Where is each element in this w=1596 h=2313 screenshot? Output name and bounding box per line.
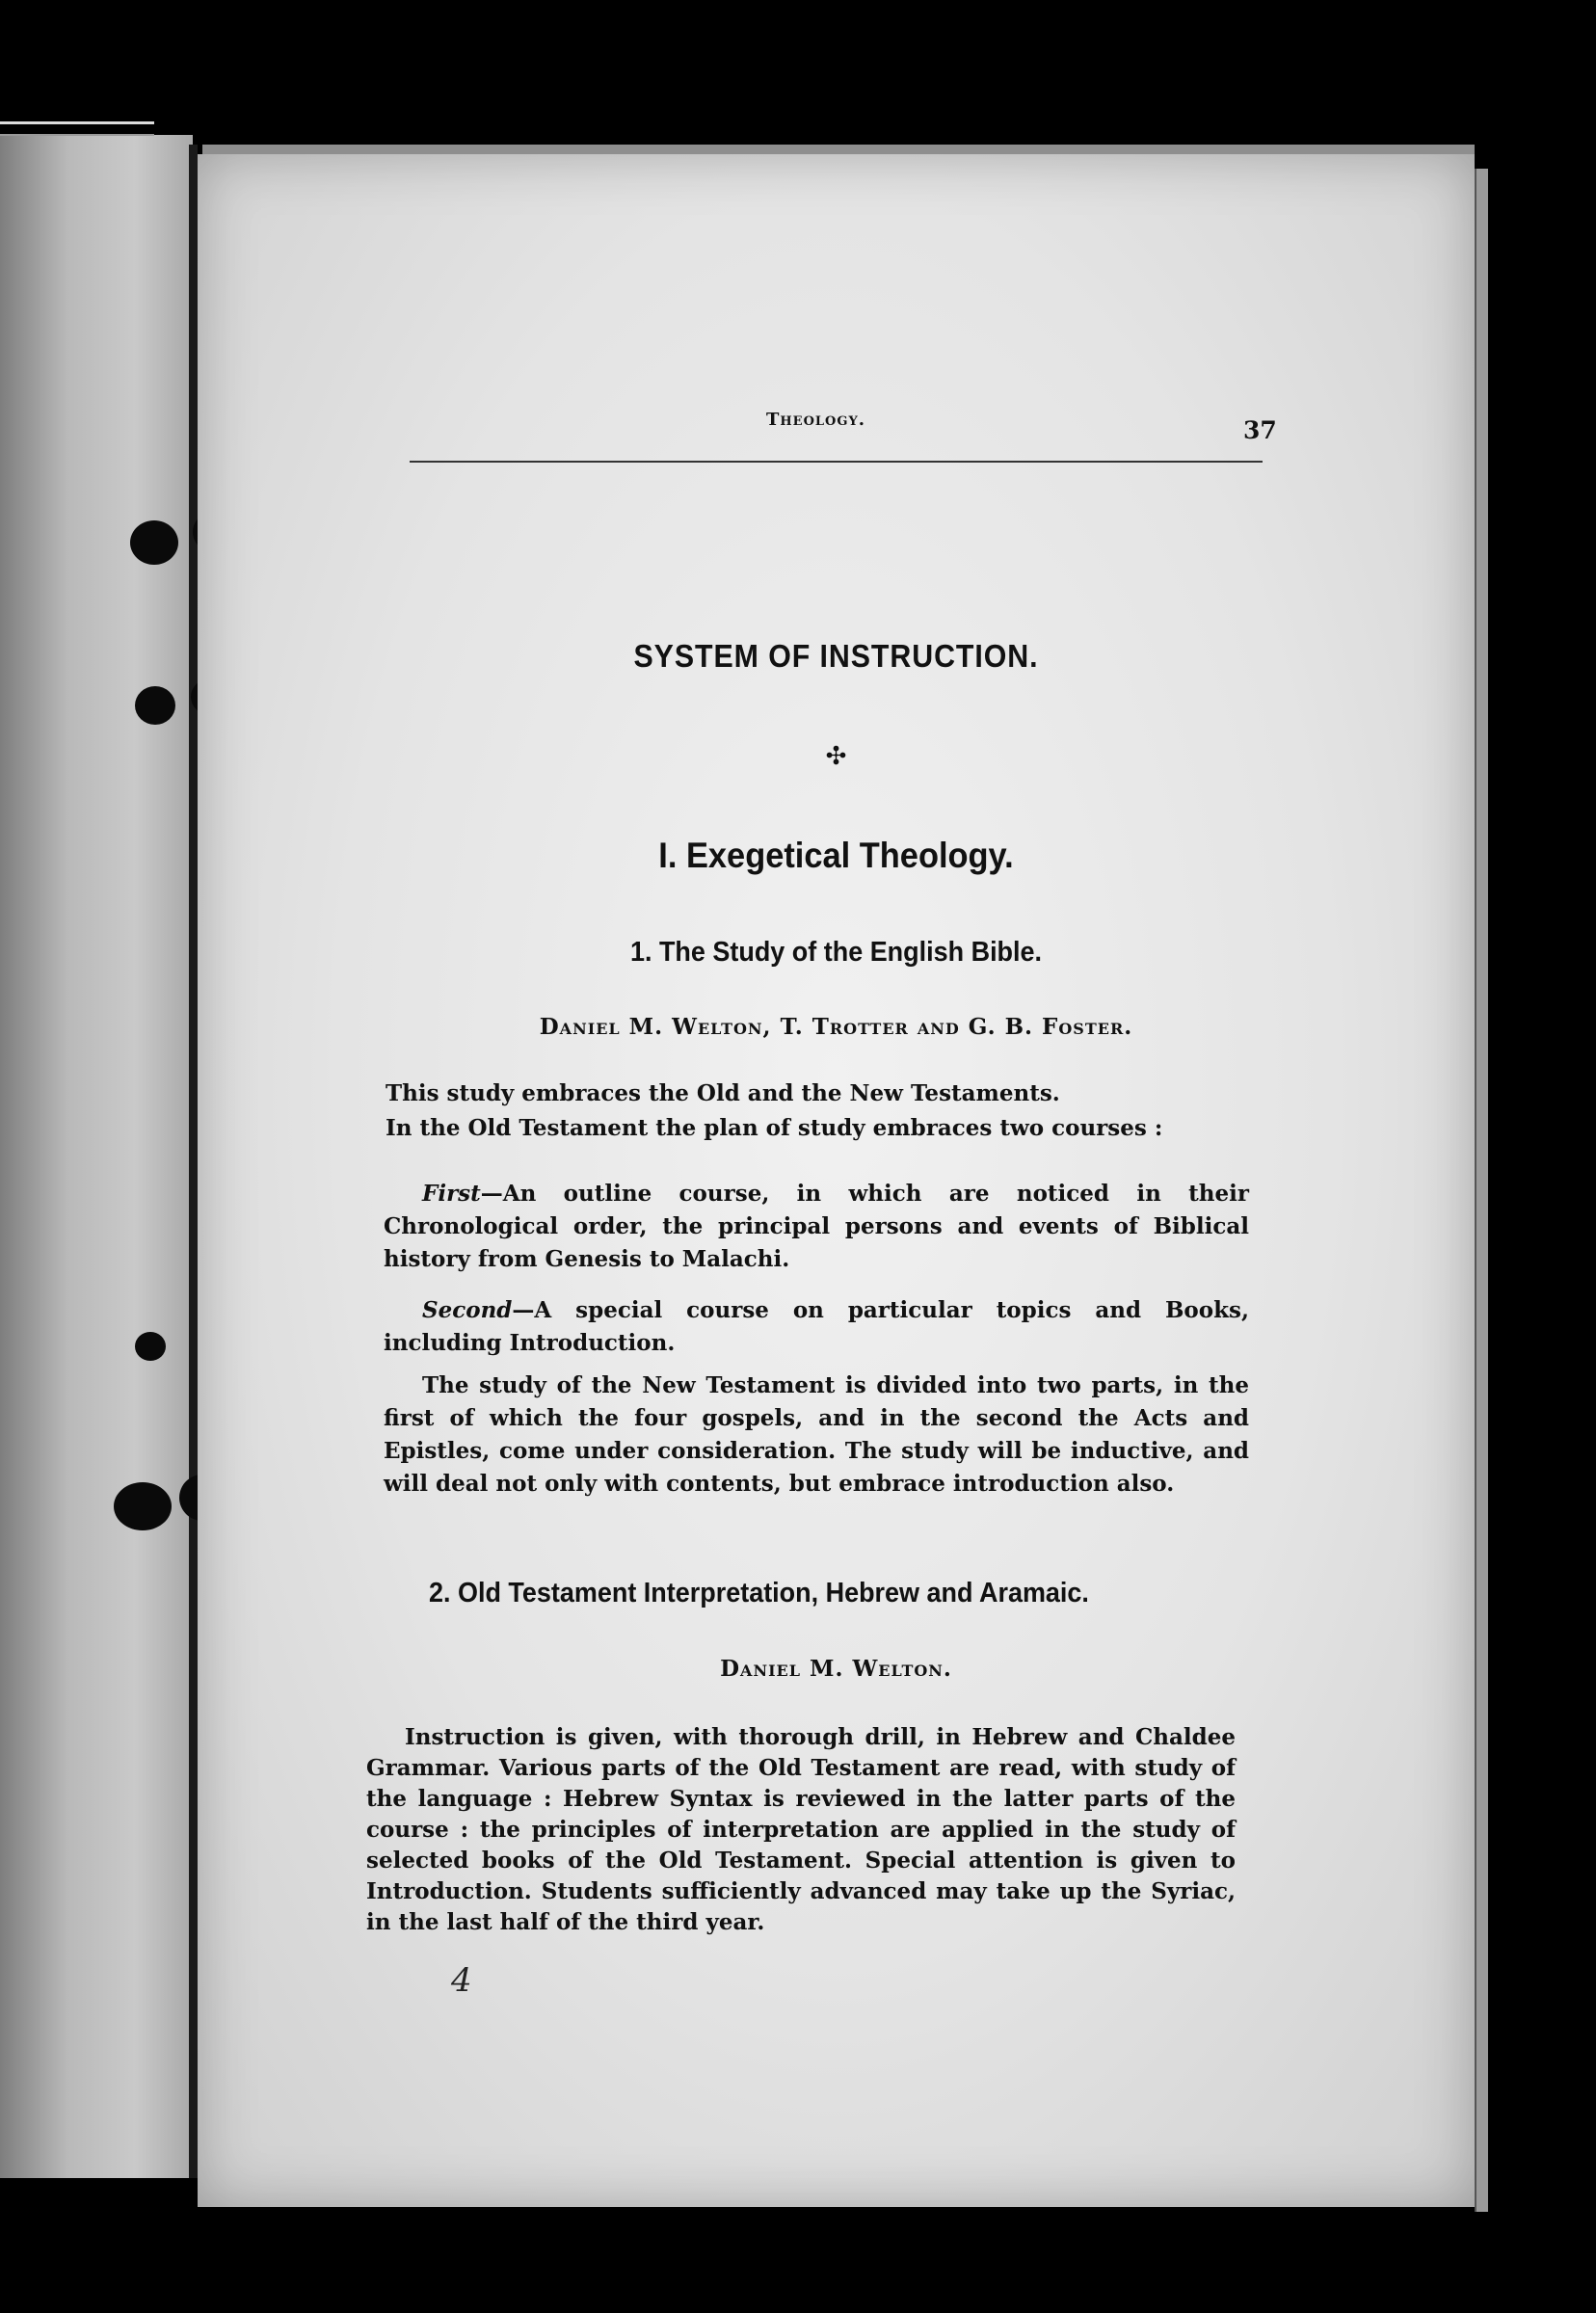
- section-authors: Daniel M. Welton, T. Trotter and G. B. Foster.: [539, 1014, 1133, 1040]
- paragraph-text: —An outline course, in which are noticed in their Chronological order, the principal persons and events of Biblical history from Genesis to Malachi.: [384, 1181, 1249, 1272]
- paragraph: [384, 1178, 1249, 1276]
- previous-page-edge: [0, 135, 193, 2178]
- page-right-edge: [1475, 169, 1488, 2212]
- main-title: SYSTEM OF INSTRUCTION.: [633, 638, 1039, 674]
- binding-hole: [135, 686, 175, 725]
- paragraph: This study embraces the Old and the New Testaments.: [386, 1080, 1060, 1106]
- section-title: 2. Old Testament Interpretation, Hebrew and Aramaic.: [429, 1578, 1089, 1608]
- page-number: 37: [1243, 416, 1277, 444]
- paragraph: [384, 1369, 1249, 1501]
- book-spine: [189, 145, 198, 2178]
- paragraph-label: First: [422, 1181, 481, 1207]
- binding-hole: [130, 520, 178, 565]
- page-stack-edge: [0, 121, 154, 136]
- section-authors: Daniel M. Welton.: [720, 1656, 952, 1682]
- binding-hole: [114, 1482, 172, 1530]
- paragraph: [384, 1294, 1249, 1360]
- part-title: I. Exegetical Theology.: [658, 836, 1014, 875]
- paragraph: [366, 1722, 1236, 1938]
- paragraph-label: Second: [422, 1297, 513, 1323]
- binding-hole: [135, 1332, 166, 1361]
- handwritten-mark: 4: [451, 1961, 472, 2000]
- paragraph-text: The study of the New Testament is divided into two parts, in the first of which the four gospels, and in the second the Acts and Epistles, come under consideration. The study will be inductive, and will deal not only with contents, but embrace introduction also.: [384, 1372, 1249, 1497]
- header-rule: [410, 461, 1263, 463]
- section-title: 1. The Study of the English Bible.: [629, 937, 1043, 968]
- ornament-icon: ✣: [825, 742, 847, 771]
- paragraph-text: Instruction is given, with thorough drill, in Hebrew and Chaldee Grammar. Various parts of the Old Testament are read, with study of the language : Hebrew Syntax is reviewed in the latter parts of the course : the principles of interpretation are applied in the study of selected books of the Old Testament. Special attention is given to Introduction. Students sufficiently advanced may take up the Syriac, in the last half of the third year.: [366, 1724, 1236, 1935]
- paragraph-text: —A special course on particular topics and Books, including Introduction.: [384, 1297, 1249, 1356]
- running-head: Theology.: [766, 410, 866, 430]
- page-top-edge: [202, 145, 1475, 154]
- paragraph: In the Old Testament the plan of study embraces two courses :: [386, 1115, 1163, 1141]
